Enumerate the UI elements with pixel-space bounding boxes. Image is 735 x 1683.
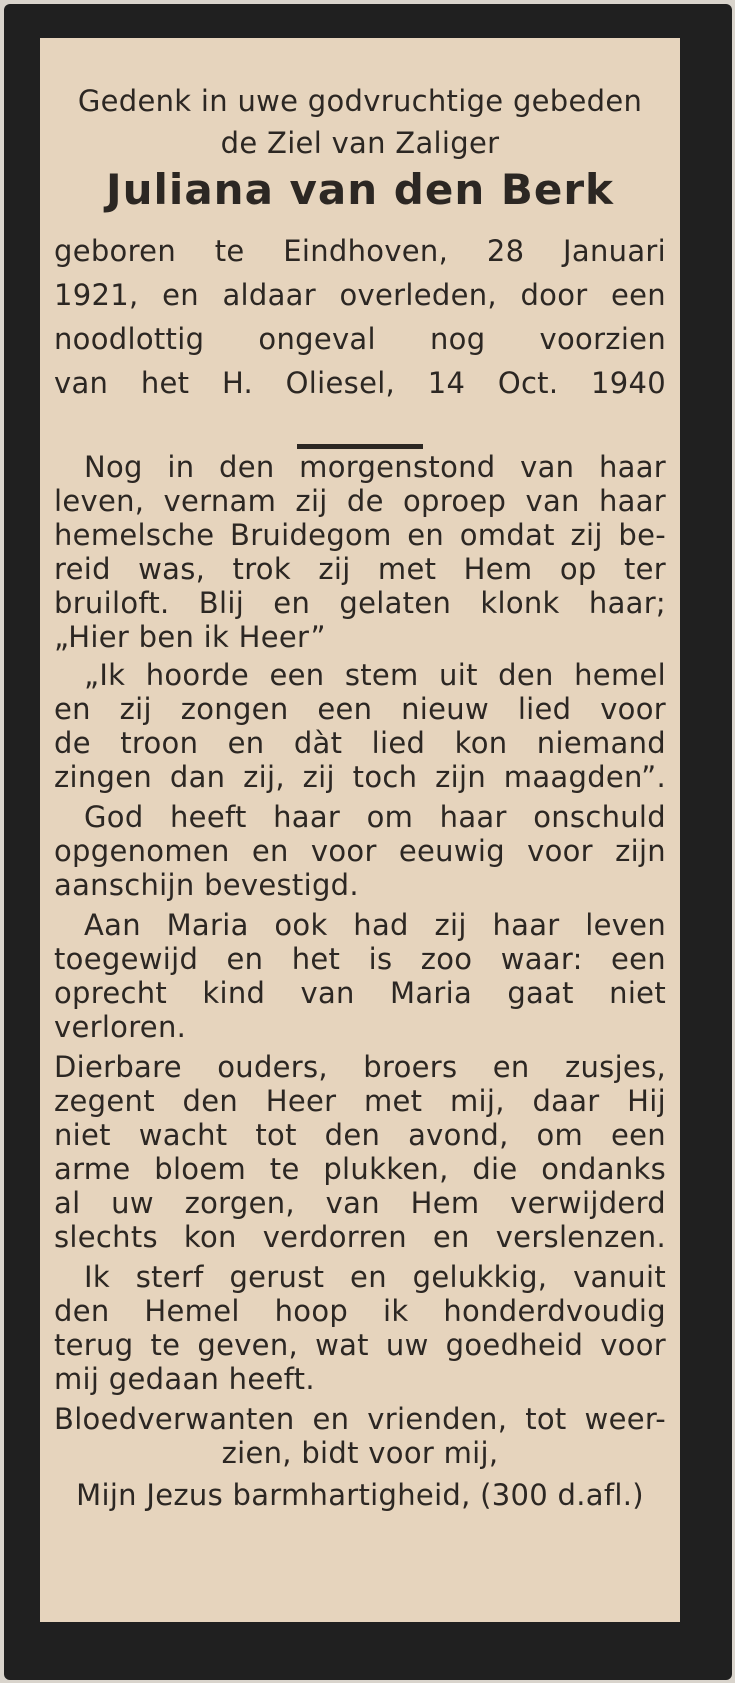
- text-line: arme bloem te plukken, die ondanks: [54, 1152, 666, 1186]
- card-paper: [40, 38, 680, 1622]
- text-line: Dierbare ouders, broers en zusjes,: [54, 1050, 666, 1084]
- text-line: Nog in den morgenstond van haar: [84, 450, 666, 484]
- text-line: „Ik hoorde een stem uit den hemel: [84, 658, 666, 692]
- intro-line: geboren te Eindhoven, 28 Januari: [54, 234, 666, 268]
- text-line: toegewijd en het is zoo waar: een: [54, 942, 666, 976]
- memorial-card: [4, 4, 732, 1680]
- intro-line: van het H. Oliesel, 14 Oct. 1940: [54, 366, 666, 400]
- text-line: slechts kon verdorren en verslenzen.: [54, 1220, 666, 1254]
- text-line: al uw zorgen, van Hem verwijderd: [54, 1186, 666, 1220]
- text-line: niet wacht tot den avond, om een: [54, 1118, 666, 1152]
- text-line: Aan Maria ook had zij haar leven: [84, 908, 666, 942]
- text-line: terug te geven, wat uw goedheid voor: [54, 1328, 666, 1362]
- text-line: Bloedverwanten en vrienden, tot weer-: [54, 1402, 666, 1436]
- text-line: „Hier ben ik Heer”: [54, 620, 326, 654]
- text-line: oprecht kind van Maria gaat niet: [54, 976, 666, 1010]
- deceased-name: Juliana van den Berk: [106, 165, 614, 214]
- text-line: hemelsche Bruidegom en omdat zij be-: [54, 518, 666, 552]
- text-line: en zij zongen een nieuw lied voor: [54, 692, 666, 726]
- intro-line: 1921, en aldaar overleden, door een: [54, 278, 666, 312]
- text-line: aanschijn bevestigd.: [54, 868, 359, 902]
- text-line: bruiloft. Blij en gelaten klonk haar;: [54, 586, 666, 620]
- text-line: de troon en dàt lied kon niemand: [54, 726, 666, 760]
- divider-rule: [297, 444, 423, 449]
- text-line: reid was, trok zij met Hem op ter: [54, 552, 666, 586]
- intro-line: noodlottig ongeval nog voorzien: [54, 322, 666, 356]
- text-line: God heeft haar om haar onschuld: [84, 800, 666, 834]
- heading-line-2: de Ziel van Zaliger: [220, 126, 500, 160]
- text-line: zingen dan zij, zij toch zijn maagden”.: [54, 760, 666, 794]
- text-line: leven, vernam zij de oproep van haar: [54, 484, 666, 518]
- closing-prayer: Mijn Jezus barmhartigheid, (300 d.afl.): [76, 1478, 644, 1512]
- text-line: zien, bidt voor mij,: [221, 1436, 499, 1470]
- text-line: den Hemel hoop ik honderdvoudig: [54, 1294, 666, 1328]
- text-line: verloren.: [54, 1010, 187, 1044]
- text-line: zegent den Heer met mij, daar Hij: [54, 1084, 666, 1118]
- text-line: opgenomen en voor eeuwig voor zijn: [54, 834, 666, 868]
- text-line: Ik sterf gerust en gelukkig, vanuit: [84, 1260, 666, 1294]
- heading-line-1: Gedenk in uwe godvruchtige gebeden: [77, 84, 643, 118]
- text-line: mij gedaan heeft.: [54, 1362, 315, 1396]
